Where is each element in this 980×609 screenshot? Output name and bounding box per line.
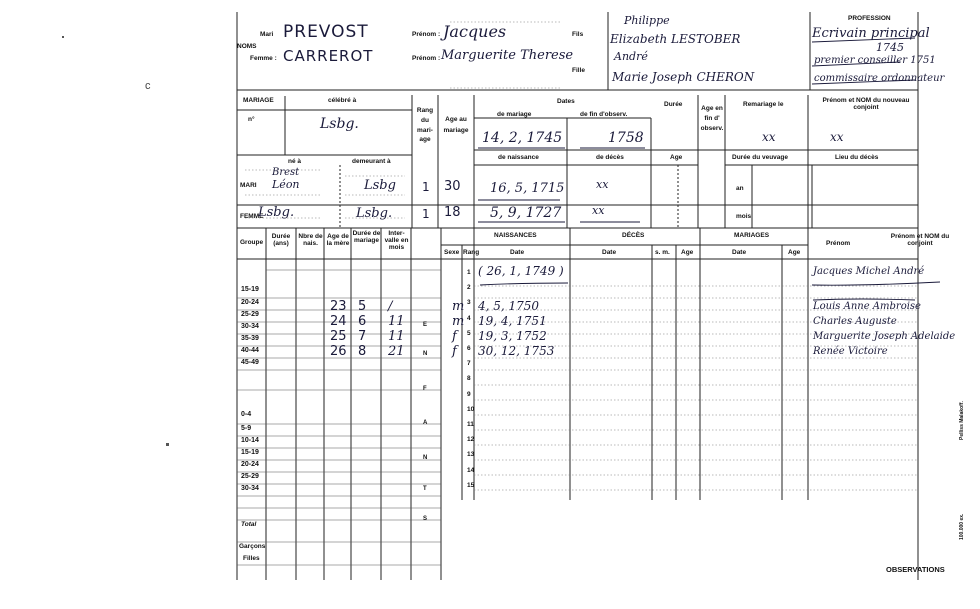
label-prenom-nom-conjoint: Prénom et NOM du conjoint [890, 233, 950, 247]
child-first-name: Marguerite Joseph Adelaide [813, 331, 956, 342]
label-femme: Femme : [250, 55, 277, 62]
label-an: an [736, 185, 744, 192]
child-first-name: Jacques Michel André [813, 266, 925, 277]
rank-number: 15 [467, 481, 475, 489]
date-mariage: 14, 2, 1745 [482, 130, 563, 146]
label-femme-row: FEMME [240, 213, 264, 220]
femme-ne-a: Lsbg. [258, 205, 295, 220]
label-remariage-le: Remariage le [743, 101, 784, 108]
label-intervalle: Inter-valle en mois [384, 230, 409, 251]
label-fille: Fille [572, 67, 586, 74]
age-group-label: 5-9 [241, 425, 252, 432]
label-deces: DÉCÈS [622, 232, 645, 239]
femme-nom: CARREROT [283, 47, 374, 65]
age-group-label: 10-14 [241, 437, 259, 444]
label-age: Age [670, 154, 683, 161]
child-interval: / [388, 299, 393, 314]
age-group-label: 25-29 [241, 473, 259, 480]
label-de-mariage: de mariage [497, 111, 532, 118]
mari-demeurant: Lsbg [364, 178, 396, 193]
label-mois: mois [736, 213, 752, 220]
profession-line-4: commissaire ordonnateur [814, 73, 945, 84]
label-nouveau-conjoint: Prénom et NOM du nouveau conjoint [822, 97, 910, 111]
label-no: n° [248, 116, 255, 123]
child-birth-date: 30, 12, 1753 [478, 344, 555, 358]
rank-number: 6 [467, 345, 471, 352]
label-mari-row: MARI [240, 182, 257, 189]
enfants-letter: E [423, 322, 428, 328]
child-marriage-duration: 5 [358, 299, 367, 314]
label-fils: Fils [572, 31, 584, 38]
label-total: Total [241, 521, 257, 528]
rank-number: 12 [467, 436, 475, 444]
label-femme-prenom: Prénom : [412, 55, 441, 62]
femme-age: 18 [444, 205, 461, 220]
label-mari: Mari [260, 31, 274, 38]
child-interval: 11 [388, 329, 405, 344]
label-age-au-mariage: Age au mariage [443, 116, 469, 135]
enfants-letter: N [423, 455, 428, 461]
enfants-letter: N [423, 351, 428, 357]
age-group-label: 30-34 [241, 323, 259, 330]
label-sexe: Sexe [444, 249, 460, 256]
femme-naissance: 5, 9, 1727 [490, 205, 562, 221]
profession-line-3: premier conseiller 1751 [814, 55, 936, 66]
child-first-name: Charles Auguste [813, 316, 897, 327]
age-group-label: 40-44 [241, 347, 259, 354]
label-prenom: Prénom [826, 240, 851, 247]
label-demeurant-a: demeurant à [352, 158, 391, 165]
femme-rang: 1 [422, 207, 430, 221]
rank-number: 14 [467, 466, 475, 474]
fille-line: Marie Joseph CHERON [612, 70, 755, 84]
label-noms: NOMS [237, 43, 257, 50]
rank-number: 4 [467, 314, 471, 322]
mari-prenom: Jacques [443, 22, 507, 41]
child-sex: f [452, 344, 457, 359]
label-rang: Rang [463, 249, 480, 256]
age-group-label: 35-39 [241, 335, 259, 342]
mari-rang: 1 [422, 180, 430, 194]
label-dates: Dates [557, 98, 575, 105]
child-mother-age: 24 [330, 314, 347, 329]
child-marriage-duration: 6 [358, 314, 367, 329]
child-sex: m [452, 299, 465, 314]
label-date-naissance: Date [510, 249, 525, 256]
scan-speck: c [145, 80, 151, 92]
rank-number: 2 [467, 284, 471, 292]
age-group-label: 25-29 [241, 311, 259, 318]
age-group-label: 45-49 [241, 359, 259, 366]
label-profession: PROFESSION [848, 15, 891, 22]
fils-line-2: Elizabeth LESTOBER [610, 32, 741, 46]
label-age-deces: Age [681, 249, 694, 256]
printer-mark: Pelliss Malakoff. [959, 401, 965, 440]
label-garcons: Garçons [239, 543, 266, 550]
label-filles: Filles [243, 555, 260, 562]
rank-number: 7 [467, 360, 471, 368]
child-birth-date: ( 26, 1, 1749 ) [478, 264, 564, 278]
scan-speck [62, 36, 64, 38]
child-birth-date: 4, 5, 1750 [478, 299, 540, 313]
label-mariages: MARIAGES [734, 232, 770, 239]
label-age-mere: Age de la mère [326, 233, 350, 247]
label-lieu-deces: Lieu du décès [835, 154, 879, 161]
fils-line-1: Philippe [624, 14, 670, 27]
label-observations: OBSERVATIONS [886, 565, 945, 574]
label-duree: Durée [664, 101, 683, 108]
fin-observation: 1758 [608, 130, 644, 146]
label-duree-veuvage: Durée du veuvage [732, 154, 788, 161]
mari-ne-a-2: Léon [272, 178, 300, 191]
label-age-mariage-enfant: Age [788, 249, 801, 256]
rank-number: 10 [467, 405, 475, 413]
mari-nom: PREVOST [283, 22, 369, 42]
profession-line-1: Ecrivain principal [812, 26, 930, 41]
enfants-letter: S [423, 516, 428, 522]
label-de-naissance: de naissance [498, 154, 539, 161]
enfants-letter: F [423, 386, 427, 392]
print-run-mark: 100.000 ex. [959, 513, 965, 540]
label-naissances: NAISSANCES [494, 232, 537, 239]
label-duree-mariage: Durée de mariage [352, 230, 381, 244]
rank-number: 8 [467, 375, 471, 383]
label-mariage: MARIAGE [243, 97, 274, 104]
label-ne-a: né à [288, 158, 302, 165]
rank-number: 1 [467, 269, 471, 276]
label-duree-ans: Durée (ans) [271, 233, 291, 247]
child-mother-age: 23 [330, 299, 347, 314]
age-group-label: 20-24 [241, 299, 259, 306]
label-sm: s. m. [655, 249, 670, 256]
fils-line-3: André [614, 50, 648, 63]
label-celebre-a: célébré à [328, 97, 357, 104]
enfants-letter: A [423, 420, 428, 426]
enfants-letter: T [423, 486, 427, 492]
child-mother-age: 26 [330, 344, 347, 359]
label-nbre-nais: Nbre de nais. [298, 233, 323, 247]
label-rang-du-mariage: Rang du mari-age [416, 107, 434, 144]
child-first-name: Louis Anne Ambroise [813, 301, 921, 312]
nouveau-conjoint-value: xx [830, 130, 844, 144]
age-group-label: 15-19 [241, 449, 259, 456]
femme-deces: xx [592, 204, 605, 217]
child-interval: 11 [388, 314, 405, 329]
label-date-mariage-enfant: Date [732, 249, 747, 256]
lieu-mariage: Lsbg. [320, 116, 359, 132]
femme-prenom: Marguerite Therese [441, 48, 574, 63]
label-mari-prenom: Prénom : [412, 31, 441, 38]
child-birth-date: 19, 3, 1752 [478, 329, 547, 343]
rank-number: 5 [467, 329, 471, 337]
mari-deces: xx [596, 178, 609, 191]
age-group-label: 15-19 [241, 286, 259, 293]
label-age-fin-observ: Age en fin d' observ. [700, 105, 724, 132]
age-group-label: 20-24 [241, 461, 259, 468]
child-interval: 21 [388, 344, 405, 359]
profession-line-2: 1745 [876, 41, 904, 54]
rank-number: 9 [467, 390, 471, 398]
label-de-deces: de décès [596, 154, 624, 161]
mari-ne-a-1: Brest [272, 167, 300, 178]
remariage-value: xx [762, 130, 776, 144]
femme-demeurant: Lsbg. [356, 206, 393, 221]
child-sex: m [452, 314, 465, 329]
child-sex: f [452, 329, 457, 344]
rank-number: 11 [467, 421, 474, 428]
label-groupe: Groupe [240, 239, 264, 246]
label-date-deces: Date [602, 249, 617, 256]
mari-naissance: 16, 5, 1715 [490, 181, 565, 196]
label-de-fin-observ: de fin d'observ. [580, 111, 628, 118]
age-group-label: 0-4 [241, 411, 252, 418]
child-marriage-duration: 7 [358, 329, 367, 344]
mari-age: 30 [444, 179, 461, 194]
rank-number: 13 [467, 451, 475, 459]
rank-number: 3 [467, 299, 471, 307]
child-first-name: Renée Victoire [813, 346, 888, 357]
child-marriage-duration: 8 [358, 344, 367, 359]
child-mother-age: 25 [330, 329, 347, 344]
age-group-label: 30-34 [241, 485, 259, 492]
scan-speck [166, 443, 169, 446]
child-birth-date: 19, 4, 1751 [478, 314, 547, 328]
